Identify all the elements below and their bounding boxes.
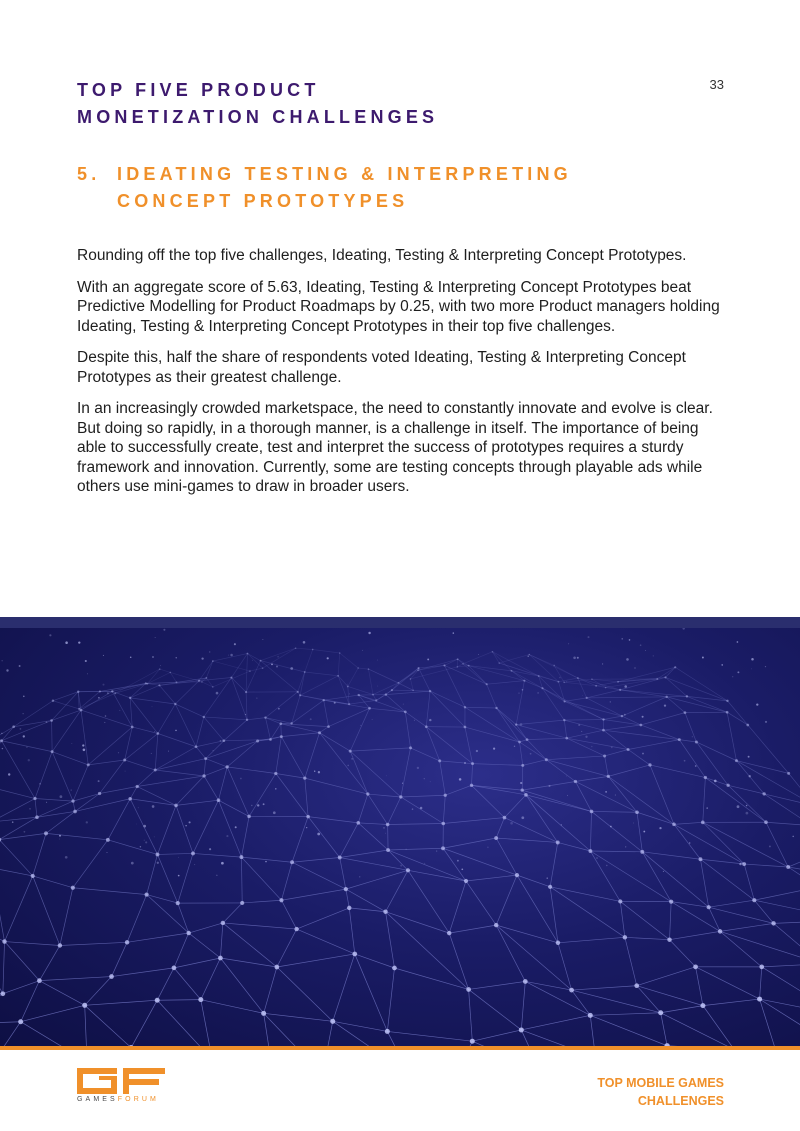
sub-heading-number: 5.	[77, 164, 101, 184]
sub-heading	[77, 161, 572, 215]
network-mesh-icon	[0, 628, 800, 1047]
section-heading-line1: TOP FIVE PRODUCT	[77, 80, 320, 100]
paragraph: With an aggregate score of 5.63, Ideating, Testing & Interpreting Concept Prototypes beat Predictive Modelling for Product Roadmaps by 0.25, with two more Product managers holding Ideating, Testing & Interpreting Concept Prototypes in their top five challenges.	[77, 278, 720, 335]
paragraph: In an increasingly crowded marketspace, the need to constantly innovate and evolve is clear. But doing so rapidly, in a thorough manner, is a challenge in itself. The importance of being able to successfully create, test and interpret the success of prototypes requires a sturdy framework and innovation. Currently, some are testing concepts through playable ads while others use mini-games to draw in broader users.	[77, 400, 713, 495]
section-heading-line2: MONETIZATION CHALLENGES	[77, 107, 439, 127]
network-mesh-banner	[0, 617, 800, 1047]
footer-title-line2: CHALLENGES	[637, 1094, 724, 1108]
footer-title	[597, 1074, 724, 1110]
paragraph: Rounding off the top five challenges, Ideating, Testing & Interpreting Concept Prototypes.	[77, 247, 687, 264]
body-text	[77, 246, 725, 509]
logo-word-games: GAMES	[77, 1096, 118, 1103]
footer-title-line1: TOP MOBILE GAMES	[597, 1076, 724, 1090]
page-number: 33	[709, 77, 724, 92]
logo-word-forum: FORUM	[117, 1096, 159, 1103]
logo-wordmark	[77, 1096, 159, 1103]
footer-divider	[0, 1046, 800, 1050]
paragraph: Despite this, half the share of respondents voted Ideating, Testing & Interpreting Concept Prototypes as their greatest challenge.	[77, 349, 686, 386]
section-heading	[77, 77, 438, 131]
gamesforum-logo	[75, 1066, 175, 1110]
sub-heading-line1: IDEATING TESTING & INTERPRETING	[117, 164, 572, 184]
sub-heading-line2: CONCEPT PROTOTYPES	[117, 191, 409, 211]
